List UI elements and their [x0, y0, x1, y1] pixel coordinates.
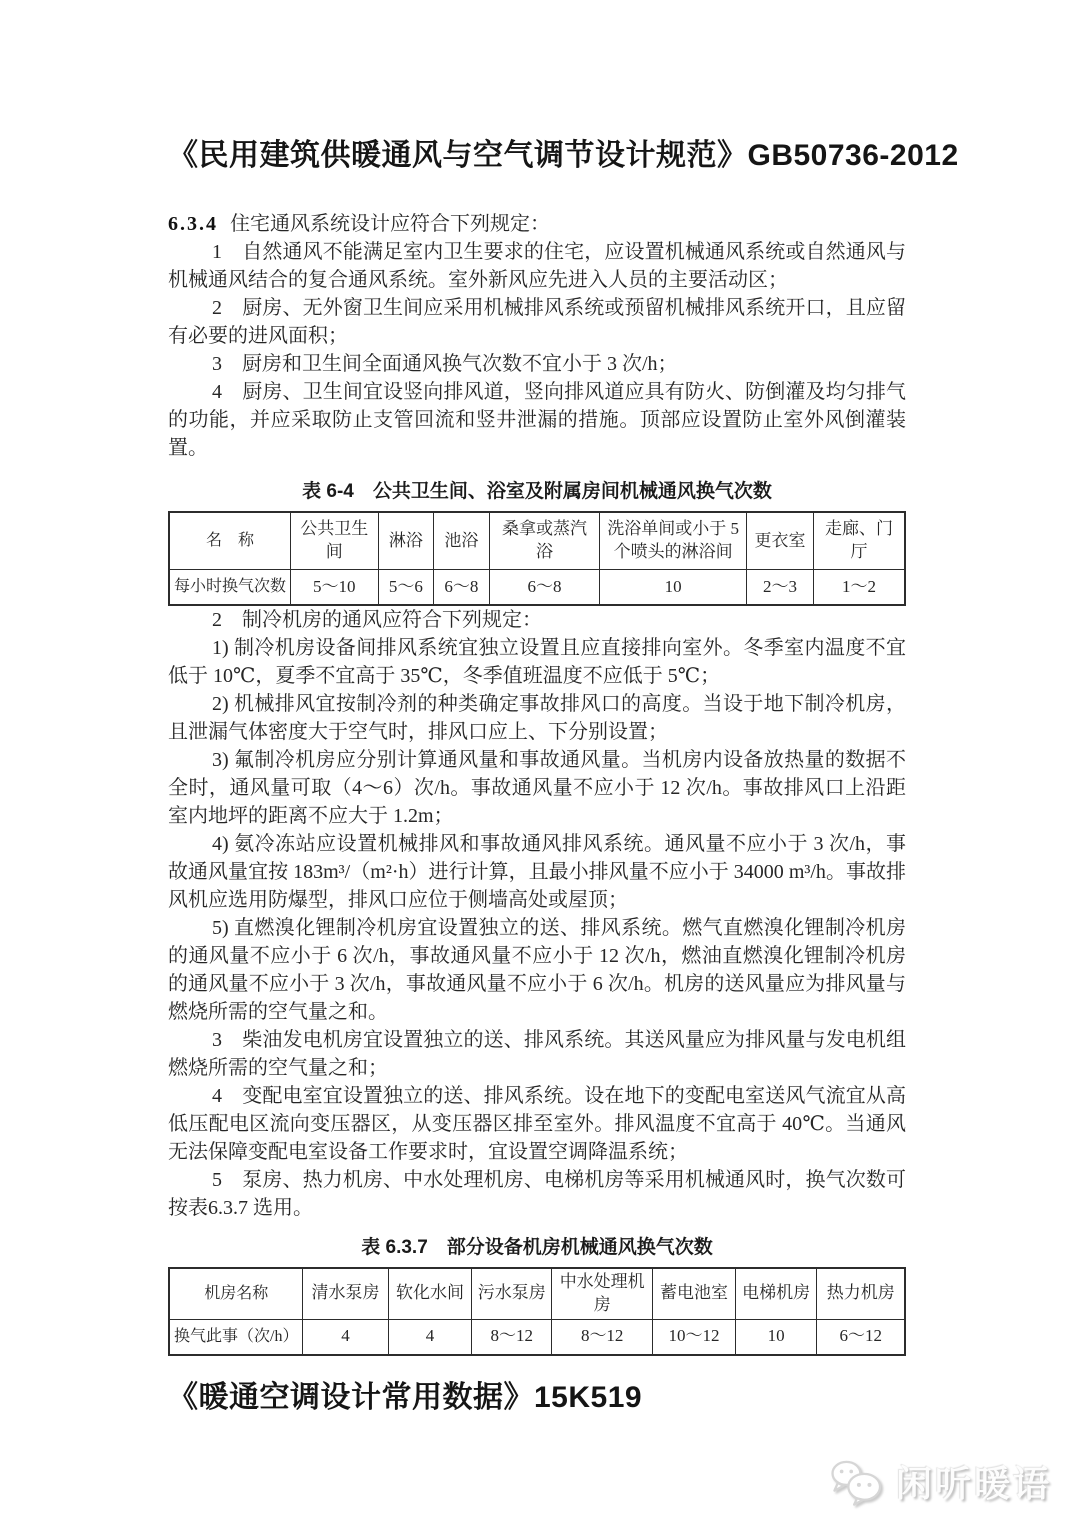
doc-title-15k519: 《暖通空调设计常用数据》15K519	[168, 1380, 643, 1414]
table-6-4-caption: 表 6-4 公共卫生间、浴室及附属房间机械通风换气次数	[302, 481, 772, 502]
paragraph-refrigeration-5: 5) 直燃溴化锂制冷机房宜设置独立的送、排风系统。燃气直燃溴化锂制冷机房的通风量不应小于 6 次/h，事故通风量不应小于 12 次/h，燃油直燃溴化锂制冷机房的通风量不应小于 3 次/h，事故通风量不应小于 6 次/h。机房的送风量应为排风量与燃烧所需的空气量之和。	[168, 917, 906, 1023]
header-cell: 池浴	[434, 512, 490, 570]
paragraph-diesel: 3 柴油发电机房宜设置独立的送、排风系统。其送风量应为排风量与发电机组燃烧所需的空气量之和；	[168, 1029, 906, 1079]
value-cell: 10	[735, 1319, 817, 1355]
page-container	[168, 0, 959, 1418]
value-cell: 5～6	[378, 570, 434, 606]
paragraph-residential-2: 2 厨房、无外窗卫生间应采用机械排风系统或预留机械排风系统开口，且应留有必要的进风面积；	[168, 297, 906, 347]
header-cell: 机房名称	[169, 1268, 303, 1319]
watermark-text: 闲听暖语	[895, 1463, 1052, 1504]
value-cell: 8～12	[552, 1319, 653, 1355]
header-cell: 污水泵房	[472, 1268, 552, 1319]
header-cell: 蓄电池室	[653, 1268, 735, 1319]
value-cell: 1～2	[814, 570, 905, 606]
header-cell: 软化水间	[388, 1268, 472, 1319]
table-6-3-7-caption: 表 6.3.7 部分设备机房机械通风换气次数	[361, 1237, 713, 1258]
paragraph-refrigeration-1: 1) 制冷机房设备间排风系统宜独立设置且应直接排向室外。冬季室内温度不宜低于 10℃，夏季不宜高于 35℃，冬季值班温度不应低于 5℃；	[168, 637, 906, 687]
value-cell: 换气此事（次/h）	[169, 1319, 303, 1355]
header-cell: 热力机房	[817, 1268, 905, 1319]
value-cell: 6～8	[434, 570, 490, 606]
wechat-icon	[828, 1458, 886, 1506]
value-cell: 10～12	[653, 1319, 735, 1355]
value-cell: 4	[303, 1319, 388, 1355]
header-cell: 洗浴单间或小于 5 个喷头的淋浴间	[600, 512, 746, 570]
value-cell: 6～8	[489, 570, 600, 606]
table-6-3-7-header-row	[169, 1268, 905, 1319]
value-cell: 10	[600, 570, 746, 606]
paragraph-residential-4: 4 厨房、卫生间宜设竖向排风道，竖向排风道应具有防火、防倒灌及均匀排气的功能，并应采取防止支管回流和竖井泄漏的措施。顶部应设置防止室外风倒灌装置。	[168, 381, 906, 459]
watermark	[828, 1456, 1052, 1507]
value-cell: 4	[388, 1319, 472, 1355]
header-cell: 更衣室	[746, 512, 813, 570]
paragraph-refrigeration-2: 2) 机械排风宜按制冷剂的种类确定事故排风口的高度。当设于地下制冷机房，且泄漏气体密度大于空气时，排风口应上、下分别设置；	[168, 693, 906, 743]
header-cell: 淋浴	[378, 512, 434, 570]
header-cell: 公共卫生间	[291, 512, 379, 570]
paragraph-refrigeration-4: 4) 氨冷冻站应设置机械排风和事故通风排风系统。通风量不应小于 3 次/h，事故通风量宜按 183m³/（m²·h）进行计算，且最小排风量不应小于 34000 m³/h。事故排风机应选用防爆型，排风口应位于侧墙高处或屋顶；	[168, 833, 906, 911]
table-6-3-7	[168, 1267, 906, 1356]
paragraph-refrigeration-3: 3) 氟制冷机房应分别计算通风量和事故通风量。当机房内设备放热量的数据不全时，通风量可取（4～6）次/h。事故通风量不应小于 12 次/h。事故排风口上沿距室内地坪的距离不应大于 1.2m；	[168, 749, 906, 827]
doc-title-gb50736: 《民用建筑供暖通风与空气调节设计规范》GB50736-2012	[168, 139, 959, 172]
clause-heading-text: 住宅通风系统设计应符合下列规定：	[230, 213, 550, 235]
table-6-3-7-data-row	[169, 1319, 905, 1355]
value-cell: 每小时换气次数	[169, 570, 291, 606]
paragraph-pump-rooms: 5 泵房、热力机房、中水处理机房、电梯机房等采用机械通风时，换气次数可按表6.3.7 选用。	[168, 1169, 906, 1219]
header-cell: 走廊、门厅	[814, 512, 905, 570]
header-cell: 桑拿或蒸汽浴	[489, 512, 600, 570]
clause-6-3-4-heading	[168, 210, 906, 238]
value-cell: 2～3	[746, 570, 813, 606]
paragraph-substation: 4 变配电室宜设置独立的送、排风系统。设在地下的变配电室送风气流宜从高低压配电区流向变压器区，从变压器区排至室外。排风温度不宜高于 40℃。当通风无法保障变配电室设备工作要求时，宜设置空调降温系统；	[168, 1085, 906, 1163]
table-6-4-header-row	[169, 512, 905, 570]
value-cell: 5～10	[291, 570, 379, 606]
table-6-4	[168, 511, 906, 606]
paragraph-residential-1: 1 自然通风不能满足室内卫生要求的住宅，应设置机械通风系统或自然通风与机械通风结合的复合通风系统。室外新风应先进入人员的主要活动区；	[168, 241, 906, 291]
header-cell: 电梯机房	[735, 1268, 817, 1319]
header-cell: 名 称	[169, 512, 291, 570]
table-6-4-data-row	[169, 570, 905, 606]
paragraph-residential-3: 3 厨房和卫生间全面通风换气次数不宜小于 3 次/h；	[212, 353, 678, 375]
value-cell: 8～12	[472, 1319, 552, 1355]
clause-number: 6.3.4	[168, 213, 218, 235]
value-cell: 6～12	[817, 1319, 905, 1355]
paragraph-refrigeration-lead: 2 制冷机房的通风应符合下列规定：	[212, 609, 542, 631]
header-cell: 中水处理机房	[552, 1268, 653, 1319]
header-cell: 清水泵房	[303, 1268, 388, 1319]
